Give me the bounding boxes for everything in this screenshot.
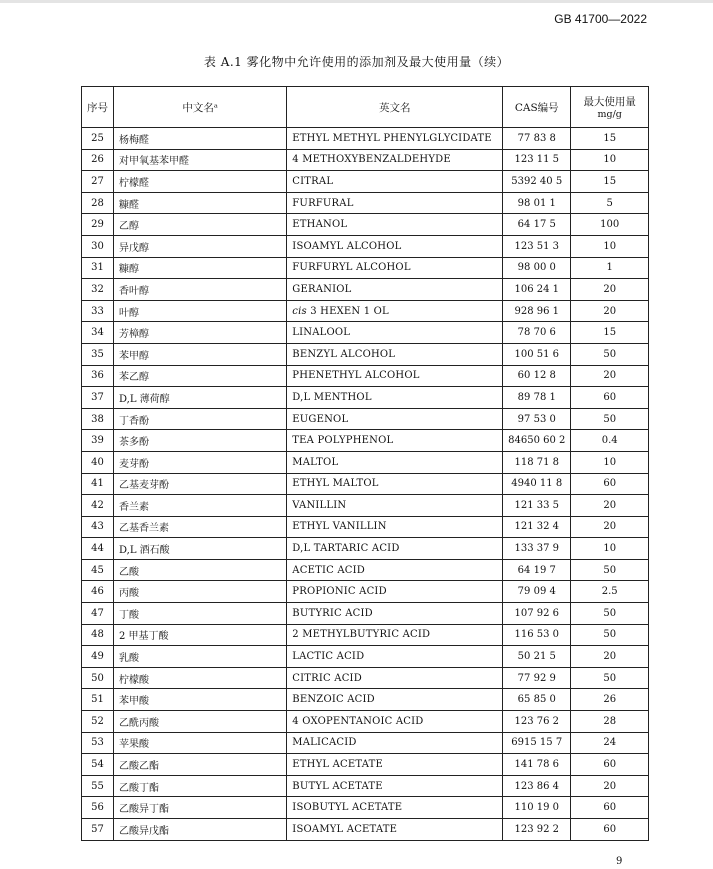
table-row	[82, 711, 649, 733]
english-name: CITRAL	[287, 171, 503, 193]
table-body	[82, 128, 649, 841]
max-usage: 50	[571, 624, 649, 646]
row-number: 41	[82, 473, 114, 495]
max-usage: 28	[571, 711, 649, 733]
max-usage: 10	[571, 451, 649, 473]
max-usage: 20	[571, 300, 649, 322]
cas-number: 141 78 6	[503, 754, 571, 776]
row-number: 48	[82, 624, 114, 646]
english-name: EUGENOL	[287, 408, 503, 430]
max-usage: 15	[571, 171, 649, 193]
cas-number: 106 24 1	[503, 279, 571, 301]
cas-number: 98 01 1	[503, 192, 571, 214]
row-number: 29	[82, 214, 114, 236]
max-usage: 60	[571, 797, 649, 819]
cas-number: 77 83 8	[503, 128, 571, 150]
cas-number: 84650 60 2	[503, 430, 571, 452]
cas-number: 65 85 0	[503, 689, 571, 711]
table-row	[82, 775, 649, 797]
table-row	[82, 689, 649, 711]
english-name: 2 METHYLBUTYRIC ACID	[287, 624, 503, 646]
row-number: 27	[82, 171, 114, 193]
max-usage: 1	[571, 257, 649, 279]
table-row	[82, 214, 649, 236]
table-row	[82, 732, 649, 754]
row-number: 57	[82, 819, 114, 841]
english-name: LACTIC ACID	[287, 646, 503, 668]
table-row	[82, 667, 649, 689]
table-row	[82, 322, 649, 344]
table-row	[82, 451, 649, 473]
chinese-name: D,L 薄荷醇	[114, 387, 287, 409]
chinese-name: 叶醇	[114, 300, 287, 322]
cas-number: 100 51 6	[503, 343, 571, 365]
chinese-name: 苯乙醇	[114, 365, 287, 387]
cas-number: 116 53 0	[503, 624, 571, 646]
table-row	[82, 797, 649, 819]
chinese-name: 苯甲醇	[114, 343, 287, 365]
row-number: 55	[82, 775, 114, 797]
table-row	[82, 365, 649, 387]
table-row	[82, 516, 649, 538]
chinese-name: 柠檬醛	[114, 171, 287, 193]
header-chinese-name: 中文名ᵃ	[114, 87, 287, 128]
table-header-row	[82, 87, 649, 128]
table-row	[82, 149, 649, 171]
english-name: BENZYL ALCOHOL	[287, 343, 503, 365]
row-number: 32	[82, 279, 114, 301]
table-row	[82, 646, 649, 668]
chinese-name: 乙酸	[114, 559, 287, 581]
english-name: MALTOL	[287, 451, 503, 473]
table-row	[82, 235, 649, 257]
cas-number: 5392 40 5	[503, 171, 571, 193]
cas-number: 133 37 9	[503, 538, 571, 560]
header-english-name: 英文名	[287, 87, 503, 128]
english-name: ACETIC ACID	[287, 559, 503, 581]
max-usage: 15	[571, 322, 649, 344]
chinese-name: 对甲氧基苯甲醛	[114, 149, 287, 171]
chinese-name: 乙醇	[114, 214, 287, 236]
english-name: BUTYL ACETATE	[287, 775, 503, 797]
row-number: 53	[82, 732, 114, 754]
chinese-name: 异戊醇	[114, 235, 287, 257]
cas-number: 98 00 0	[503, 257, 571, 279]
table-row	[82, 581, 649, 603]
table-row	[82, 473, 649, 495]
cas-number: 79 09 4	[503, 581, 571, 603]
row-number: 38	[82, 408, 114, 430]
english-name: MALICACID	[287, 732, 503, 754]
max-usage: 20	[571, 775, 649, 797]
english-name: ISOAMYL ACETATE	[287, 819, 503, 841]
chinese-name: 乙酸异丁酯	[114, 797, 287, 819]
english-name: BENZOIC ACID	[287, 689, 503, 711]
cis-prefix: cis	[292, 305, 307, 317]
english-name: LINALOOL	[287, 322, 503, 344]
chinese-name: D,L 酒石酸	[114, 538, 287, 560]
english-name: GERANIOL	[287, 279, 503, 301]
row-number: 30	[82, 235, 114, 257]
english-name: 4 OXOPENTANOIC ACID	[287, 711, 503, 733]
additives-table	[81, 86, 649, 841]
table-row	[82, 408, 649, 430]
table-row	[82, 538, 649, 560]
cas-number: 118 71 8	[503, 451, 571, 473]
row-number: 51	[82, 689, 114, 711]
english-name: TEA POLYPHENOL	[287, 430, 503, 452]
table-row	[82, 257, 649, 279]
row-number: 49	[82, 646, 114, 668]
max-usage: 10	[571, 149, 649, 171]
cas-number: 78 70 6	[503, 322, 571, 344]
row-number: 50	[82, 667, 114, 689]
english-name: FURFURAL	[287, 192, 503, 214]
english-name: ISOBUTYL ACETATE	[287, 797, 503, 819]
cas-number: 123 11 5	[503, 149, 571, 171]
cas-number: 64 19 7	[503, 559, 571, 581]
cas-number: 6915 15 7	[503, 732, 571, 754]
header-cas: CAS编号	[503, 87, 571, 128]
table-row	[82, 495, 649, 517]
english-name: PHENETHYL ALCOHOL	[287, 365, 503, 387]
english-name: ETHYL MALTOL	[287, 473, 503, 495]
viewer-top-edge	[0, 0, 713, 3]
max-usage: 2.5	[571, 581, 649, 603]
cas-number: 123 86 4	[503, 775, 571, 797]
english-name: ETHYL ACETATE	[287, 754, 503, 776]
max-usage: 50	[571, 603, 649, 625]
chinese-name: 乙酰丙酸	[114, 711, 287, 733]
cas-number: 60 12 8	[503, 365, 571, 387]
cas-number: 107 92 6	[503, 603, 571, 625]
max-usage: 20	[571, 279, 649, 301]
table-row	[82, 279, 649, 301]
cas-number: 121 33 5	[503, 495, 571, 517]
max-usage: 20	[571, 365, 649, 387]
max-usage: 20	[571, 516, 649, 538]
max-usage: 100	[571, 214, 649, 236]
cas-number: 77 92 9	[503, 667, 571, 689]
chinese-name: 糠醛	[114, 192, 287, 214]
chinese-name: 糠醇	[114, 257, 287, 279]
cas-number: 50 21 5	[503, 646, 571, 668]
cas-number: 123 76 2	[503, 711, 571, 733]
cas-number: 97 53 0	[503, 408, 571, 430]
header-no: 序号	[82, 87, 114, 128]
table-row	[82, 624, 649, 646]
chinese-name: 香兰素	[114, 495, 287, 517]
english-name: VANILLIN	[287, 495, 503, 517]
english-name: ETHANOL	[287, 214, 503, 236]
row-number: 37	[82, 387, 114, 409]
row-number: 43	[82, 516, 114, 538]
chinese-name: 柠檬酸	[114, 667, 287, 689]
max-usage: 20	[571, 495, 649, 517]
cas-number: 123 51 3	[503, 235, 571, 257]
chinese-name: 乙酸乙酯	[114, 754, 287, 776]
table-row	[82, 128, 649, 150]
table-row	[82, 387, 649, 409]
chinese-name: 丁香酚	[114, 408, 287, 430]
max-usage: 60	[571, 473, 649, 495]
max-usage: 50	[571, 667, 649, 689]
row-number: 34	[82, 322, 114, 344]
english-name: ISOAMYL ALCOHOL	[287, 235, 503, 257]
english-name: CITRIC ACID	[287, 667, 503, 689]
row-number: 36	[82, 365, 114, 387]
english-name: ETHYL METHYL PHENYLGLYCIDATE	[287, 128, 503, 150]
row-number: 54	[82, 754, 114, 776]
row-number: 52	[82, 711, 114, 733]
max-usage: 50	[571, 343, 649, 365]
table-title: 表 A.1 雾化物中允许使用的添加剂及最大使用量（续）	[203, 55, 510, 69]
table-row	[82, 603, 649, 625]
row-number: 35	[82, 343, 114, 365]
chinese-name: 乙酸异戊酯	[114, 819, 287, 841]
table-row	[82, 171, 649, 193]
chinese-name: 苯甲酸	[114, 689, 287, 711]
english-name: D,L MENTHOL	[287, 387, 503, 409]
chinese-name: 乙酸丁酯	[114, 775, 287, 797]
cas-number: 928 96 1	[503, 300, 571, 322]
max-usage: 60	[571, 819, 649, 841]
max-usage: 60	[571, 387, 649, 409]
cas-number: 4940 11 8	[503, 473, 571, 495]
cas-number: 123 92 2	[503, 819, 571, 841]
english-name: cis 3 HEXEN 1 OL	[287, 300, 503, 322]
row-number: 47	[82, 603, 114, 625]
english-name: PROPIONIC ACID	[287, 581, 503, 603]
english-name: FURFURYL ALCOHOL	[287, 257, 503, 279]
table-row	[82, 559, 649, 581]
cas-number: 110 19 0	[503, 797, 571, 819]
row-number: 26	[82, 149, 114, 171]
row-number: 45	[82, 559, 114, 581]
max-usage: 15	[571, 128, 649, 150]
header-max-label: 最大使用量	[583, 96, 636, 108]
english-name: BUTYRIC ACID	[287, 603, 503, 625]
standard-number: GB 41700—2022	[554, 12, 647, 26]
max-usage: 60	[571, 754, 649, 776]
chinese-name: 茶多酚	[114, 430, 287, 452]
english-name: ETHYL VANILLIN	[287, 516, 503, 538]
chinese-name: 杨梅醛	[114, 128, 287, 150]
chinese-name: 丁酸	[114, 603, 287, 625]
table-row	[82, 819, 649, 841]
max-usage: 10	[571, 538, 649, 560]
max-usage: 0.4	[571, 430, 649, 452]
table-row	[82, 430, 649, 452]
max-usage: 24	[571, 732, 649, 754]
header-max-usage	[571, 87, 649, 128]
row-number: 33	[82, 300, 114, 322]
max-usage: 20	[571, 646, 649, 668]
max-usage: 50	[571, 408, 649, 430]
table-row	[82, 192, 649, 214]
page-number: 9	[616, 856, 623, 867]
row-number: 46	[82, 581, 114, 603]
english-name: 4 METHOXYBENZALDEHYDE	[287, 149, 503, 171]
max-usage: 50	[571, 559, 649, 581]
cas-number: 121 32 4	[503, 516, 571, 538]
chinese-name: 乳酸	[114, 646, 287, 668]
max-usage: 10	[571, 235, 649, 257]
max-usage: 5	[571, 192, 649, 214]
chinese-name: 乙基麦芽酚	[114, 473, 287, 495]
header-unit: mg/g	[597, 109, 622, 120]
english-name: D,L TARTARIC ACID	[287, 538, 503, 560]
table-row	[82, 300, 649, 322]
row-number: 44	[82, 538, 114, 560]
table-row	[82, 343, 649, 365]
cas-number: 89 78 1	[503, 387, 571, 409]
chinese-name: 2 甲基丁酸	[114, 624, 287, 646]
row-number: 56	[82, 797, 114, 819]
row-number: 40	[82, 451, 114, 473]
table-row	[82, 754, 649, 776]
row-number: 25	[82, 128, 114, 150]
chinese-name: 芳樟醇	[114, 322, 287, 344]
chinese-name: 麦芽酚	[114, 451, 287, 473]
row-number: 31	[82, 257, 114, 279]
chinese-name: 苹果酸	[114, 732, 287, 754]
chinese-name: 丙酸	[114, 581, 287, 603]
cas-number: 64 17 5	[503, 214, 571, 236]
row-number: 28	[82, 192, 114, 214]
row-number: 42	[82, 495, 114, 517]
chinese-name: 香叶醇	[114, 279, 287, 301]
max-usage: 26	[571, 689, 649, 711]
chinese-name: 乙基香兰素	[114, 516, 287, 538]
row-number: 39	[82, 430, 114, 452]
